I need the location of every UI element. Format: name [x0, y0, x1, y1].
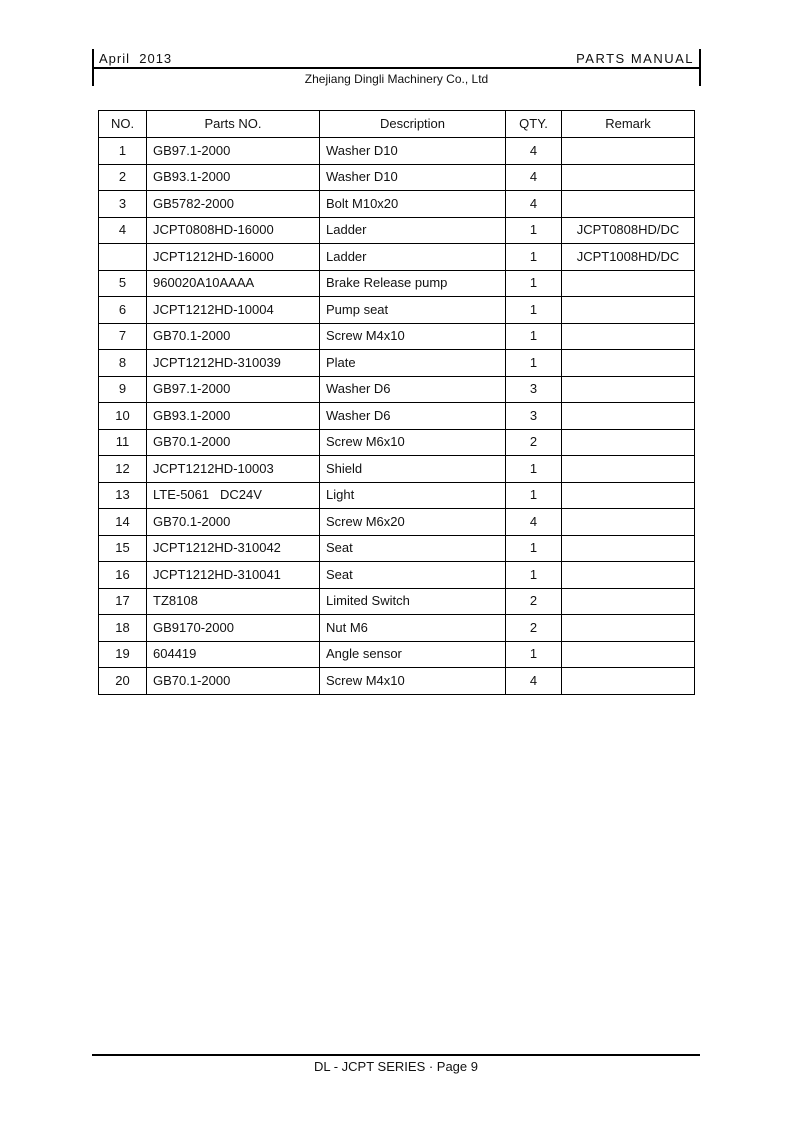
- cell-parts-no: JCPT1212HD-10004: [147, 297, 320, 324]
- cell-description: Angle sensor: [320, 641, 506, 668]
- cell-qty: 1: [506, 217, 562, 244]
- cell-qty: 2: [506, 588, 562, 615]
- cell-remark: [562, 164, 695, 191]
- cell-no: [99, 244, 147, 271]
- table-row: [99, 323, 695, 350]
- table-row: [99, 376, 695, 403]
- cell-no: 8: [99, 350, 147, 377]
- cell-parts-no: GB97.1-2000: [147, 376, 320, 403]
- cell-remark: [562, 191, 695, 218]
- cell-no: 5: [99, 270, 147, 297]
- cell-remark: [562, 535, 695, 562]
- table-row: [99, 138, 695, 165]
- cell-description: Limited Switch: [320, 588, 506, 615]
- cell-qty: 1: [506, 456, 562, 483]
- cell-remark: [562, 482, 695, 509]
- table-row: [99, 297, 695, 324]
- table-row: [99, 535, 695, 562]
- cell-remark: [562, 403, 695, 430]
- cell-parts-no: GB70.1-2000: [147, 668, 320, 695]
- cell-remark: [562, 641, 695, 668]
- cell-description: Pump seat: [320, 297, 506, 324]
- cell-no: 14: [99, 509, 147, 536]
- cell-remark: JCPT1008HD/DC: [562, 244, 695, 271]
- cell-parts-no: TZ8108: [147, 588, 320, 615]
- cell-parts-no: GB5782-2000: [147, 191, 320, 218]
- cell-parts-no: 604419: [147, 641, 320, 668]
- cell-qty: 1: [506, 244, 562, 271]
- parts-table: [98, 110, 695, 695]
- cell-parts-no: 960020A10AAAA: [147, 270, 320, 297]
- cell-qty: 4: [506, 164, 562, 191]
- cell-parts-no: GB93.1-2000: [147, 403, 320, 430]
- cell-remark: [562, 270, 695, 297]
- cell-qty: 1: [506, 323, 562, 350]
- cell-description: Screw M4x10: [320, 668, 506, 695]
- cell-no: 12: [99, 456, 147, 483]
- cell-no: 10: [99, 403, 147, 430]
- cell-description: Ladder: [320, 217, 506, 244]
- cell-description: Nut M6: [320, 615, 506, 642]
- cell-parts-no: JCPT1212HD-310041: [147, 562, 320, 589]
- cell-no: 13: [99, 482, 147, 509]
- cell-description: Washer D6: [320, 403, 506, 430]
- table-row: [99, 668, 695, 695]
- cell-qty: 3: [506, 403, 562, 430]
- cell-no: 16: [99, 562, 147, 589]
- table-row: [99, 429, 695, 456]
- footer-text: DL - JCPT SERIES · Page 9: [313, 1059, 478, 1074]
- table-row: [99, 509, 695, 536]
- cell-description: Screw M6x10: [320, 429, 506, 456]
- cell-parts-no: JCPT0808HD-16000: [147, 217, 320, 244]
- cell-remark: [562, 562, 695, 589]
- table-row: [99, 191, 695, 218]
- cell-description: Light: [320, 482, 506, 509]
- table-row: [99, 217, 695, 244]
- cell-no: 7: [99, 323, 147, 350]
- cell-parts-no: JCPT1212HD-310042: [147, 535, 320, 562]
- cell-parts-no: GB93.1-2000: [147, 164, 320, 191]
- table-row: [99, 244, 695, 271]
- cell-qty: 1: [506, 297, 562, 324]
- cell-description: Bolt M10x20: [320, 191, 506, 218]
- cell-description: Brake Release pump: [320, 270, 506, 297]
- cell-no: 3: [99, 191, 147, 218]
- cell-description: Washer D6: [320, 376, 506, 403]
- header-title: PARTS MANUAL: [576, 51, 694, 66]
- table-header-row: [99, 111, 695, 138]
- cell-no: 18: [99, 615, 147, 642]
- cell-qty: 4: [506, 138, 562, 165]
- table-row: [99, 164, 695, 191]
- col-header-remark: Remark: [562, 111, 695, 138]
- cell-qty: 1: [506, 641, 562, 668]
- table-row: [99, 482, 695, 509]
- cell-description: Ladder: [320, 244, 506, 271]
- cell-no: 9: [99, 376, 147, 403]
- cell-remark: [562, 456, 695, 483]
- header-date: April 2013: [99, 51, 173, 66]
- cell-parts-no: GB9170-2000: [147, 615, 320, 642]
- table-row: [99, 270, 695, 297]
- cell-qty: 4: [506, 191, 562, 218]
- cell-description: Seat: [320, 535, 506, 562]
- cell-remark: [562, 297, 695, 324]
- cell-parts-no: JCPT1212HD-16000: [147, 244, 320, 271]
- footer-divider: [92, 1054, 700, 1056]
- cell-description: Washer D10: [320, 138, 506, 165]
- col-header-parts-no: Parts NO.: [147, 111, 320, 138]
- parts-table-body: [99, 138, 695, 695]
- cell-parts-no: GB70.1-2000: [147, 323, 320, 350]
- cell-qty: 1: [506, 562, 562, 589]
- table-row: [99, 350, 695, 377]
- cell-parts-no: GB70.1-2000: [147, 429, 320, 456]
- table-row: [99, 615, 695, 642]
- table-row: [99, 588, 695, 615]
- cell-remark: JCPT0808HD/DC: [562, 217, 695, 244]
- cell-qty: 1: [506, 482, 562, 509]
- col-header-description: Description: [320, 111, 506, 138]
- cell-no: 17: [99, 588, 147, 615]
- cell-description: Screw M4x10: [320, 323, 506, 350]
- cell-description: Seat: [320, 562, 506, 589]
- cell-remark: [562, 615, 695, 642]
- col-header-qty: QTY.: [506, 111, 562, 138]
- table-row: [99, 456, 695, 483]
- cell-description: Shield: [320, 456, 506, 483]
- cell-qty: 1: [506, 350, 562, 377]
- cell-no: 11: [99, 429, 147, 456]
- cell-remark: [562, 376, 695, 403]
- cell-qty: 4: [506, 509, 562, 536]
- cell-parts-no: GB97.1-2000: [147, 138, 320, 165]
- cell-no: 15: [99, 535, 147, 562]
- cell-description: Washer D10: [320, 164, 506, 191]
- cell-parts-no: JCPT1212HD-10003: [147, 456, 320, 483]
- header-divider: [92, 67, 701, 69]
- cell-remark: [562, 429, 695, 456]
- cell-qty: 2: [506, 615, 562, 642]
- cell-description: Plate: [320, 350, 506, 377]
- cell-no: 6: [99, 297, 147, 324]
- table-row: [99, 403, 695, 430]
- cell-no: 2: [99, 164, 147, 191]
- cell-no: 1: [99, 138, 147, 165]
- cell-description: Screw M6x20: [320, 509, 506, 536]
- cell-parts-no: GB70.1-2000: [147, 509, 320, 536]
- cell-no: 4: [99, 217, 147, 244]
- table-row: [99, 562, 695, 589]
- cell-remark: [562, 350, 695, 377]
- cell-remark: [562, 138, 695, 165]
- cell-qty: 1: [506, 270, 562, 297]
- col-header-no: NO.: [99, 111, 147, 138]
- cell-remark: [562, 668, 695, 695]
- cell-remark: [562, 509, 695, 536]
- cell-no: 20: [99, 668, 147, 695]
- cell-qty: 3: [506, 376, 562, 403]
- cell-remark: [562, 588, 695, 615]
- table-row: [99, 641, 695, 668]
- cell-parts-no: LTE-5061 DC24V: [147, 482, 320, 509]
- cell-qty: 2: [506, 429, 562, 456]
- cell-parts-no: JCPT1212HD-310039: [147, 350, 320, 377]
- company-name: Zhejiang Dingli Machinery Co., Ltd: [304, 72, 489, 86]
- cell-remark: [562, 323, 695, 350]
- cell-qty: 4: [506, 668, 562, 695]
- cell-qty: 1: [506, 535, 562, 562]
- cell-no: 19: [99, 641, 147, 668]
